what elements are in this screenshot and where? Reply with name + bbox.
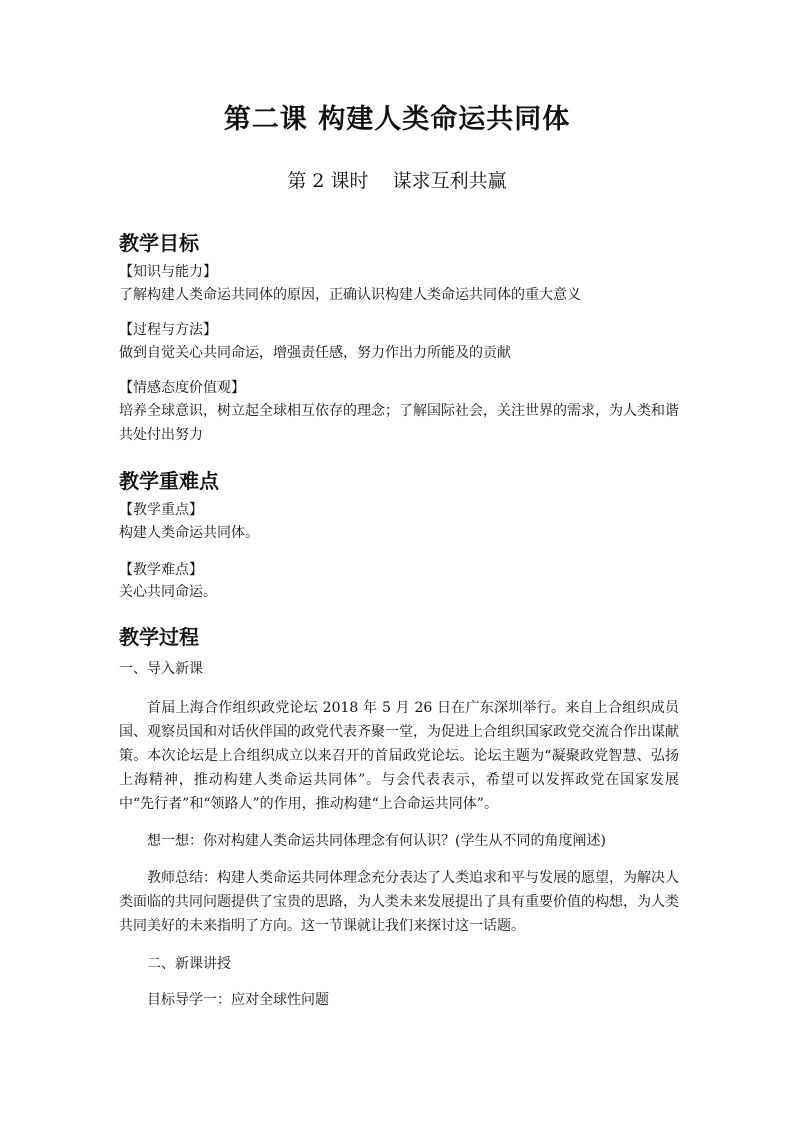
focus-text: 构建人类命运共同体。	[119, 525, 259, 541]
think-question: 想一想：你对构建人类命运共同体理念有何认识？(学生从不同的角度阐述)	[147, 833, 606, 849]
difficulty-text: 关心共同命运。	[119, 584, 217, 600]
intro-paragraph: 首届上海合作组织政党论坛 2018 年 5 月 26 日在广东深圳举行。来自上合组织成员国、观察员国和对话伙伴国的政党代表齐聚一堂，为促进上合组织国家政党交流合作出谋献策。本次论坛是上合组织成立以来召开的首届政党论坛。论坛主题为“凝聚政党智慧、弘扬上海精神，推动构建人类命运共同体”。与会代表表示，希望可以发挥政党在国家发展中“先行者”和“领路人”的作用，推动构建“上合命运共同体”。	[119, 700, 679, 812]
focus-label: 【教学重点】	[119, 502, 203, 518]
teacher-summary: 教师总结：构建人类命运共同体理念充分表达了人类追求和平与发展的愿望，为解决人类面临的共同问题提供了宝贵的思路，为人类未来发展提出了具有重要价值的构想，为人类共同美好的未来指明了方向。这一节课就让我们来探讨这一话题。	[119, 870, 679, 934]
knowledge-text: 了解构建人类命运共同体的原因，正确认识构建人类命运共同体的重大意义	[119, 287, 581, 303]
process-method-text: 做到自觉关心共同命运，增强责任感，努力作出力所能及的贡献	[119, 345, 511, 361]
goal-one-title: 目标导学一：应对全球性问题	[147, 992, 329, 1008]
lesson-title: 第二课 构建人类命运共同体	[223, 104, 571, 135]
intro-title: 一、导入新课	[119, 661, 203, 677]
process-method-label: 【过程与方法】	[119, 322, 217, 338]
lesson-subtitle: 第 2 课时 谋求互利共赢	[287, 170, 507, 192]
knowledge-label: 【知识与能力】	[119, 264, 217, 280]
emotion-text: 培养全球意识，树立起全球相互依存的理念；了解国际社会，关注世界的需求，为人类和谐共处付出努力	[119, 403, 679, 443]
new-lesson-title: 二、新课讲授	[147, 956, 231, 972]
difficulty-label: 【教学难点】	[119, 562, 203, 578]
emotion-label: 【情感态度价值观】	[119, 380, 245, 396]
process-heading: 教学过程	[119, 625, 199, 649]
key-points-heading: 教学重难点	[119, 469, 219, 493]
objectives-heading: 教学目标	[119, 231, 199, 255]
